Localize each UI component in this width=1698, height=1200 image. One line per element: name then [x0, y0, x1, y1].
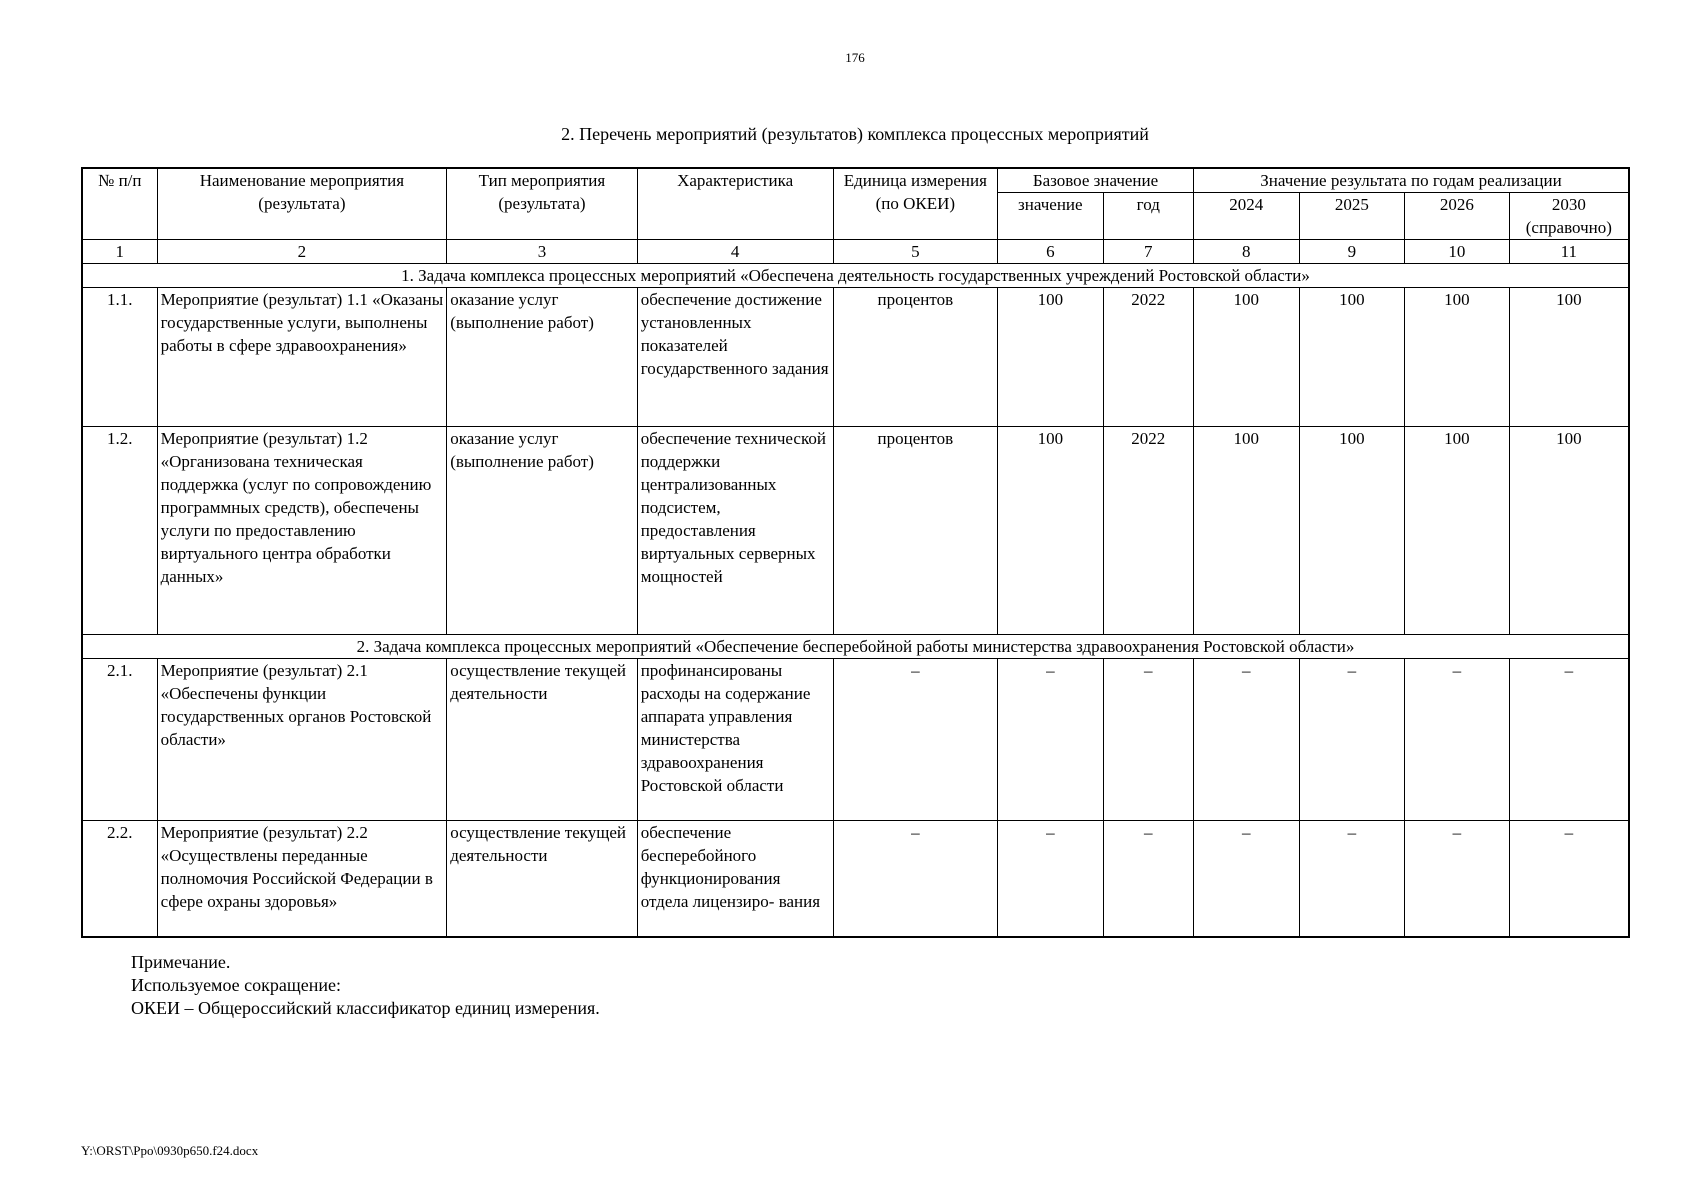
header-year-2026: 2026: [1405, 193, 1510, 240]
column-number: 1: [82, 240, 157, 264]
row-value-2030: –: [1509, 659, 1629, 821]
table-row: [82, 288, 1629, 427]
note-abbreviation: ОКЕИ – Общероссийский классификатор единиц измерения.: [131, 998, 600, 1018]
column-number: 3: [447, 240, 638, 264]
column-number: 4: [637, 240, 833, 264]
row-value-2024: 100: [1193, 427, 1299, 635]
notes: [131, 951, 600, 1020]
row-characteristic: обеспечение бесперебойного функционирования отдела лицензиро- вания: [637, 821, 833, 937]
row-base-year: 2022: [1103, 427, 1193, 635]
page-number: 176: [845, 50, 865, 65]
table-row: [82, 659, 1629, 821]
row-unit: процентов: [833, 427, 997, 635]
row-name: Мероприятие (результат) 1.1 «Оказаны государственные услуги, выполнены работы в сфере здравоохранения»: [157, 288, 447, 427]
row-characteristic: обеспечение технической поддержки централизованных подсистем, предоставления виртуальных серверных мощностей: [637, 427, 833, 635]
row-number: 1.1.: [82, 288, 157, 427]
row-value-2026: 100: [1405, 427, 1510, 635]
table-row: [82, 821, 1629, 937]
row-characteristic: профинансированы расходы на содержание аппарата управления министерства здравоохранения Ростовской области: [637, 659, 833, 821]
header-characteristic: Характеристика: [637, 168, 833, 240]
section-heading: 1. Задача комплекса процессных мероприятий «Обеспечена деятельность государственных учреждений Ростовской области»: [82, 264, 1629, 288]
header-base-value: значение: [998, 193, 1104, 240]
row-value-2026: –: [1405, 659, 1510, 821]
results-table: [81, 167, 1630, 938]
column-number: 11: [1509, 240, 1629, 264]
header-year-2025: 2025: [1299, 193, 1405, 240]
row-value-2025: 100: [1299, 288, 1405, 427]
section-row: [82, 264, 1629, 288]
row-number: 1.2.: [82, 427, 157, 635]
row-value-2030: 100: [1509, 427, 1629, 635]
row-number: 2.1.: [82, 659, 157, 821]
row-base-value: –: [998, 821, 1104, 937]
header-number: № п/п: [82, 168, 157, 240]
section-heading: 2. Задача комплекса процессных мероприятий «Обеспечение бесперебойной работы министерства здравоохранения Ростовской области»: [82, 635, 1629, 659]
row-name: Мероприятие (результат) 2.2 «Осуществлены переданные полномочия Российской Федерации в сфере охраны здоровья»: [157, 821, 447, 937]
column-numbers-row: [82, 240, 1629, 264]
section-title: 2. Перечень мероприятий (результатов) комплекса процессных мероприятий: [561, 124, 1149, 144]
header-years-group: Значение результата по годам реализации: [1193, 168, 1629, 193]
row-base-year: 2022: [1103, 288, 1193, 427]
row-value-2024: –: [1193, 659, 1299, 821]
header-name: Наименование мероприятия (результата): [157, 168, 447, 240]
row-type: осуществление текущей деятельности: [447, 821, 638, 937]
row-value-2026: 100: [1405, 288, 1510, 427]
row-value-2030: 100: [1509, 288, 1629, 427]
column-number: 5: [833, 240, 997, 264]
column-number: 9: [1299, 240, 1405, 264]
header-year-2030: 2030 (справочно): [1509, 193, 1629, 240]
row-base-value: 100: [998, 288, 1104, 427]
header-type: Тип мероприятия (результата): [447, 168, 638, 240]
row-value-2025: –: [1299, 821, 1405, 937]
row-value-2025: 100: [1299, 427, 1405, 635]
row-type: оказание услуг (выполнение работ): [447, 427, 638, 635]
column-number: 8: [1193, 240, 1299, 264]
row-unit: –: [833, 659, 997, 821]
row-name: Мероприятие (результат) 2.1 «Обеспечены функции государственных органов Ростовской области»: [157, 659, 447, 821]
row-value-2026: –: [1405, 821, 1510, 937]
header-year-2024: 2024: [1193, 193, 1299, 240]
row-name: Мероприятие (результат) 1.2 «Организована техническая поддержка (услуг по сопровождению программных средств), обеспечены услуги по предоставлению виртуального центра обработки данных»: [157, 427, 447, 635]
note-heading: Примечание.: [131, 952, 231, 972]
note-abbreviation-label: Используемое сокращение:: [131, 975, 341, 995]
header-base-group: Базовое значение: [998, 168, 1194, 193]
header-base-year: год: [1103, 193, 1193, 240]
section-row: [82, 635, 1629, 659]
row-unit: –: [833, 821, 997, 937]
column-number: 10: [1405, 240, 1510, 264]
row-value-2025: –: [1299, 659, 1405, 821]
row-base-value: 100: [998, 427, 1104, 635]
table-row: [82, 427, 1629, 635]
row-base-value: –: [998, 659, 1104, 821]
row-value-2024: –: [1193, 821, 1299, 937]
file-path: Y:\ORST\Ppo\0930p650.f24.docx: [81, 1143, 259, 1158]
row-type: оказание услуг (выполнение работ): [447, 288, 638, 427]
row-type: осуществление текущей деятельности: [447, 659, 638, 821]
header-unit: Единица измерения (по ОКЕИ): [833, 168, 997, 240]
row-base-year: –: [1103, 821, 1193, 937]
column-number: 7: [1103, 240, 1193, 264]
column-number: 6: [998, 240, 1104, 264]
row-value-2024: 100: [1193, 288, 1299, 427]
row-number: 2.2.: [82, 821, 157, 937]
row-base-year: –: [1103, 659, 1193, 821]
row-unit: процентов: [833, 288, 997, 427]
column-number: 2: [157, 240, 447, 264]
row-value-2030: –: [1509, 821, 1629, 937]
row-characteristic: обеспечение достижение установленных показателей государственного задания: [637, 288, 833, 427]
